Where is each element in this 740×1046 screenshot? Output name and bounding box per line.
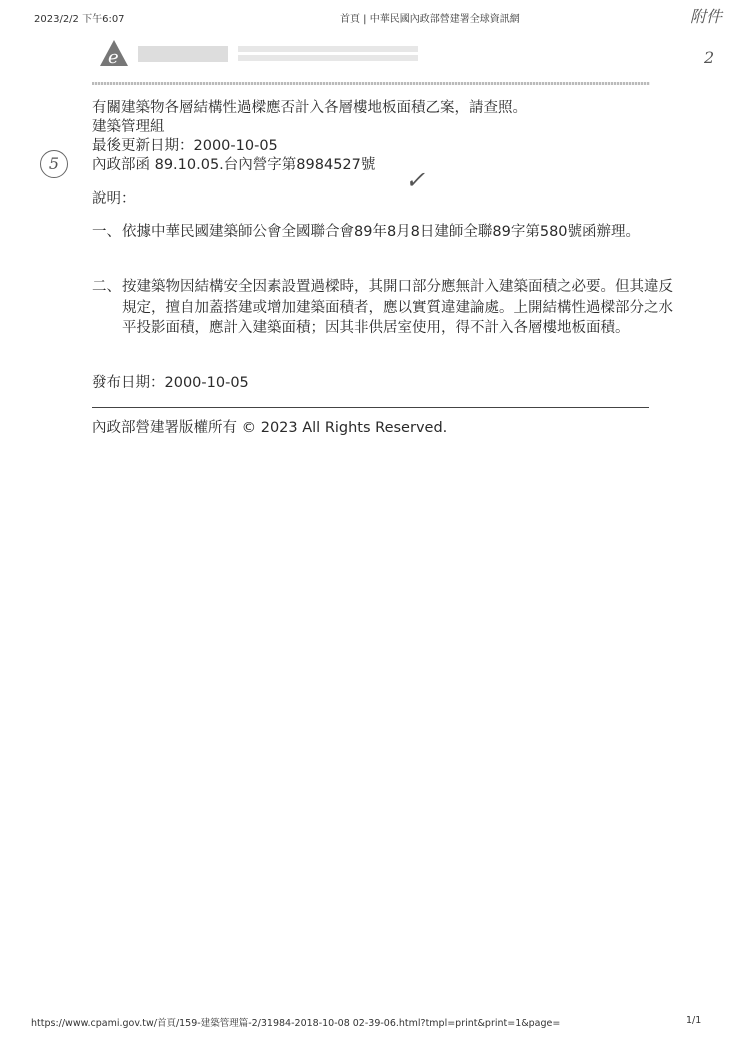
item-text: 按建築物因結構安全因素設置過樑時，其開口部分應無計入建築面積之必要。但其違反規定，擅自加蓋搭建或增加建築面積者，應以實質違建論處。上開結構性過樑部分之水平投影面積，應計入建築面積；因其非供居室使用，得不計入各層樓地板面積。 <box>122 279 673 336</box>
print-datetime: 2023/2/2 下午6:07 <box>34 14 125 25</box>
handwritten-attachment-number: 2 <box>704 48 715 67</box>
footer-divider <box>92 407 649 408</box>
copyright: 內政部營建署版權所有 © 2023 All Rights Reserved. <box>92 420 448 436</box>
reference-number: 內政部函 89.10.05.台內營字第8984527號 <box>92 157 376 173</box>
department: 建築管理組 <box>92 119 165 135</box>
svg-text:e: e <box>108 47 119 68</box>
explanation-item <box>92 277 682 339</box>
last-updated: 最後更新日期：2000-10-05 <box>92 138 278 154</box>
document-title: 有關建築物各層結構性過樑應否計入各層樓地板面積乙案，請查照。 <box>92 100 527 116</box>
release-date: 發布日期：2000-10-05 <box>92 375 249 391</box>
handwritten-checkmark: ✓ <box>405 166 426 194</box>
site-logo[interactable] <box>98 38 458 68</box>
print-page-number: 1/1 <box>686 1015 702 1026</box>
header-divider <box>92 82 650 85</box>
explanation-item <box>92 222 682 243</box>
item-text: 依據中華民國建築師公會全國聯合會89年8月8日建師全聯89字第580號函辦理。 <box>122 224 641 240</box>
logo-emblem-icon <box>98 38 458 68</box>
print-url: https://www.cpami.gov.tw/首頁/159-建築管理篇-2/31984-2018-10-08 02-39-06.html?tmpl=print&print=1&page= <box>31 1018 561 1029</box>
item-number: 一、 <box>92 224 121 240</box>
item-number: 二、 <box>92 279 121 295</box>
print-page-title: 首頁 | 中華民國內政部營建署全球資訊網 <box>340 14 520 25</box>
handwritten-attachment-label: 附件 <box>690 7 723 26</box>
handwritten-circled-number: 5 <box>40 150 68 178</box>
explanation-label: 說明： <box>92 191 136 207</box>
